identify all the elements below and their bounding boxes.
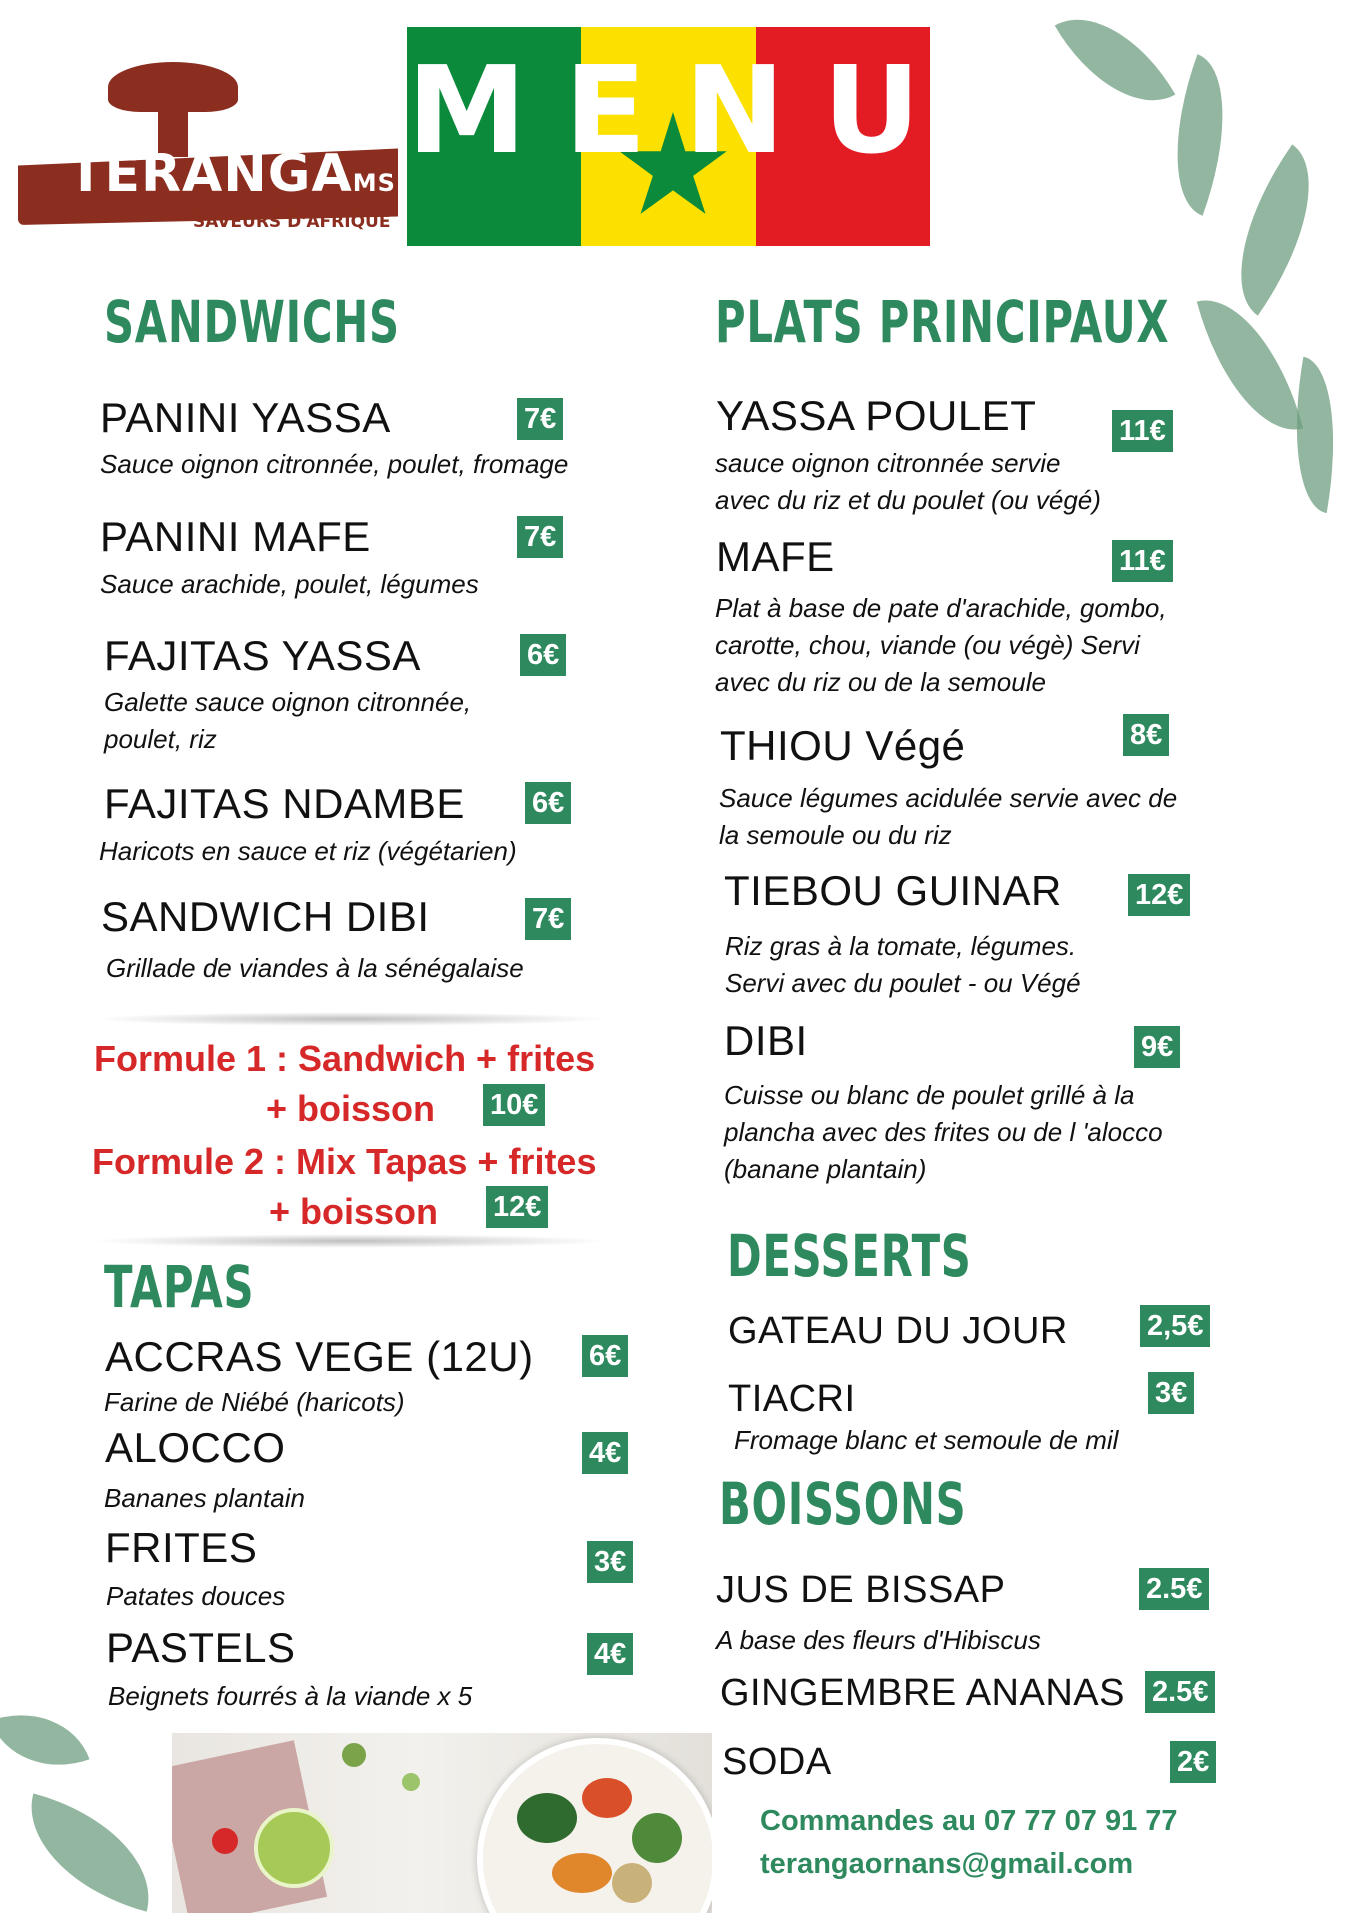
item-name: PANINI MAFE	[100, 513, 371, 560]
price-badge: 6€	[582, 1335, 628, 1377]
item-name: SODA	[722, 1741, 832, 1783]
item-name: FAJITAS YASSA	[104, 632, 421, 679]
section-title-tapas: TAPAS	[104, 1253, 255, 1321]
price-badge: 2€	[1170, 1741, 1216, 1783]
item-name: FAJITAS NDAMBE	[104, 780, 465, 827]
item-description: Riz gras à la tomate, légumes. Servi avec du poulet - ou Végé	[725, 931, 1081, 998]
senegal-flag-header	[407, 27, 959, 246]
item-description: A base des fleurs d'Hibiscus	[716, 1625, 1041, 1655]
price-badge: 7€	[517, 516, 563, 558]
price-badge: 11€	[1112, 540, 1173, 582]
formule-1-label-cont: + boisson	[266, 1088, 436, 1129]
item-description: Patates douces	[106, 1581, 286, 1611]
item-name: PANINI YASSA	[100, 394, 391, 441]
item-description: Sauce oignon citronnée, poulet, fromage	[100, 449, 569, 479]
item-description: Beignets fourrés à la viande x 5	[108, 1681, 473, 1711]
leaf-decoration	[1277, 357, 1352, 513]
item-description: Sauce arachide, poulet, légumes	[100, 569, 479, 599]
item-name: THIOU Végé	[720, 722, 966, 769]
section-title-boissons: BOISSONS	[719, 1470, 967, 1538]
item-description: Farine de Niébé (haricots)	[104, 1387, 405, 1417]
price-badge: 11€	[1112, 410, 1173, 452]
food-photo	[172, 1733, 712, 1913]
price-badge: 9€	[1134, 1026, 1180, 1068]
item-name: GATEAU DU JOUR	[728, 1310, 1068, 1352]
item-description: Plat à base de pate d'arachide, gombo, carotte, chou, viande (ou végè) Servi avec du riz ou de la semoule	[715, 593, 1167, 697]
leaf-decoration	[1200, 144, 1349, 315]
item-description: Grillade de viandes à la sénégalaise	[106, 953, 524, 983]
item-name: ALOCCO	[105, 1424, 286, 1471]
item-description: Galette sauce oignon citronnée, poulet, riz	[104, 687, 472, 754]
price-badge: 8€	[1123, 714, 1169, 756]
item-name: JUS DE BISSAP	[716, 1569, 1006, 1611]
contact-email[interactable]: terangaornans@gmail.com	[760, 1848, 1134, 1880]
leaf-decoration	[11, 1793, 168, 1911]
price-badge: 3€	[587, 1541, 633, 1583]
item-description: Fromage blanc et semoule de mil	[734, 1425, 1119, 1455]
price-badge: 2,5€	[1140, 1305, 1210, 1347]
section-title-sandwichs: SANDWICHS	[104, 288, 400, 356]
price-badge: 6€	[525, 782, 571, 824]
price-badge: 4€	[587, 1633, 633, 1675]
item-name: YASSA POULET	[716, 392, 1037, 439]
item-description: Haricots en sauce et riz (végétarien)	[99, 836, 517, 866]
logo-brand: TERANGAMS	[68, 144, 396, 204]
item-name: FRITES	[105, 1524, 258, 1571]
logo-tagline: SAVEURS D'AFRIQUE	[193, 212, 391, 232]
item-name: SANDWICH DIBI	[101, 893, 430, 940]
leaf-decoration	[1055, 0, 1176, 129]
price-badge: 7€	[525, 898, 571, 940]
price-badge: 6€	[520, 634, 566, 676]
leaf-decoration	[0, 1693, 90, 1786]
section-title-plats: PLATS PRINCIPAUX	[715, 288, 1170, 356]
contact-phone: Commandes au 07 77 07 91 77	[760, 1805, 1178, 1837]
item-name: PASTELS	[106, 1624, 296, 1671]
price-badge: 7€	[517, 398, 563, 440]
price-badge: 12€	[486, 1186, 548, 1228]
item-name: TIEBOU GUINAR	[724, 867, 1062, 914]
item-description: Bananes plantain	[104, 1483, 305, 1513]
lime-icon	[254, 1808, 334, 1888]
item-name: GINGEMBRE ANANAS	[720, 1672, 1125, 1714]
price-badge: 4€	[582, 1432, 628, 1474]
restaurant-logo	[18, 62, 398, 237]
item-name: DIBI	[724, 1017, 808, 1064]
menu-title: MENU	[407, 42, 959, 181]
formule-2-label: Formule 2 : Mix Tapas + frites	[92, 1141, 597, 1182]
item-description: sauce oignon citronnée servie avec du riz et du poulet (ou végé)	[715, 448, 1101, 515]
item-name: ACCRAS VEGE (12U)	[105, 1333, 534, 1380]
item-description: Sauce légumes acidulée servie avec de la semoule ou du riz	[719, 783, 1178, 850]
item-description: Cuisse ou blanc de poulet grillé à la plancha avec des frites ou de l 'alocco (banane plantain)	[724, 1080, 1163, 1184]
price-badge: 2.5€	[1145, 1671, 1215, 1713]
price-badge: 2.5€	[1139, 1568, 1209, 1610]
item-name: TIACRI	[728, 1378, 856, 1420]
price-badge: 10€	[483, 1084, 545, 1126]
price-badge: 12€	[1128, 874, 1190, 916]
formule-1-label: Formule 1 : Sandwich + frites	[94, 1038, 596, 1079]
section-title-desserts: DESSERTS	[727, 1222, 972, 1290]
price-badge: 3€	[1148, 1372, 1194, 1414]
item-name: MAFE	[716, 533, 835, 580]
formule-2-label-cont: + boisson	[269, 1191, 439, 1232]
